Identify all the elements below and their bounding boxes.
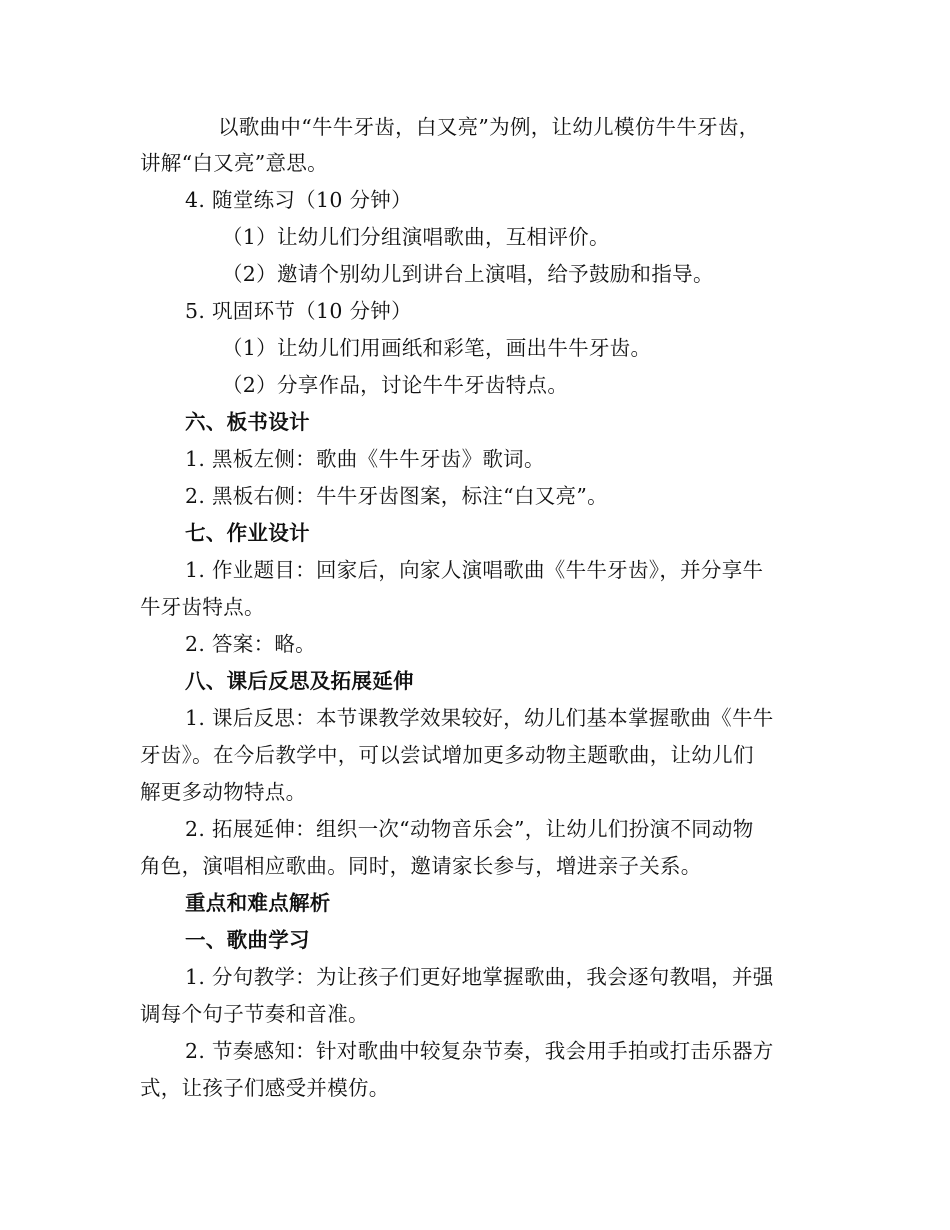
paragraph-line: 以歌曲中“牛牛牙齿，白又亮”为例，让幼儿模仿牛牛牙齿，: [218, 115, 760, 139]
sub-item: （2）分享作品，讨论牛牛牙齿特点。: [222, 373, 569, 397]
list-item: 2. 答案：略。: [185, 632, 316, 656]
paragraph-line: 讲解“白又亮”意思。: [140, 151, 328, 175]
paragraph-line: 调每个句子节奏和音准。: [140, 1002, 369, 1026]
paragraph-line: 式，让孩子们感受并模仿。: [140, 1076, 390, 1100]
section-heading: 八、课后反思及拓展延伸: [185, 669, 414, 693]
list-item-5: 5. 巩固环节（10 分钟）: [185, 299, 412, 323]
list-item-4: 4. 随堂练习（10 分钟）: [185, 188, 412, 212]
list-item: 2. 拓展延伸：组织一次“动物音乐会”，让幼儿们扮演不同动物: [185, 817, 754, 841]
list-item: 2. 节奏感知：针对歌曲中较复杂节奏，我会用手拍或打击乐器方: [185, 1039, 774, 1063]
section-heading: 重点和难点解析: [185, 891, 331, 915]
list-item: 1. 分句教学：为让孩子们更好地掌握歌曲，我会逐句教唱，并强: [185, 965, 774, 989]
list-item: 1. 作业题目：回家后，向家人演唱歌曲《牛牛牙齿》，并分享牛: [185, 558, 764, 582]
paragraph-line: 牙齿》。在今后教学中，可以尝试增加更多动物主题歌曲，让幼儿们: [140, 743, 754, 767]
paragraph-line: 解更多动物特点。: [140, 780, 307, 804]
section-heading: 六、板书设计: [185, 410, 310, 434]
section-heading: 七、作业设计: [185, 521, 310, 545]
list-item: 1. 黑板左侧：歌曲《牛牛牙齿》歌词。: [185, 447, 545, 471]
sub-item: （1）让幼儿们用画纸和彩笔，画出牛牛牙齿。: [222, 336, 652, 360]
section-heading: 一、歌曲学习: [185, 928, 310, 952]
list-item: 2. 黑板右侧：牛牛牙齿图案，标注“白又亮”。: [185, 484, 608, 508]
sub-item: （1）让幼儿们分组演唱歌曲，互相评价。: [222, 225, 610, 249]
paragraph-line: 角色，演唱相应歌曲。同时，邀请家长参与，增进亲子关系。: [140, 854, 702, 878]
sub-item: （2）邀请个别幼儿到讲台上演唱，给予鼓励和指导。: [222, 262, 714, 286]
list-item: 1. 课后反思：本节课教学效果较好，幼儿们基本掌握歌曲《牛牛: [185, 706, 774, 730]
paragraph-line: 牛牙齿特点。: [140, 595, 265, 619]
